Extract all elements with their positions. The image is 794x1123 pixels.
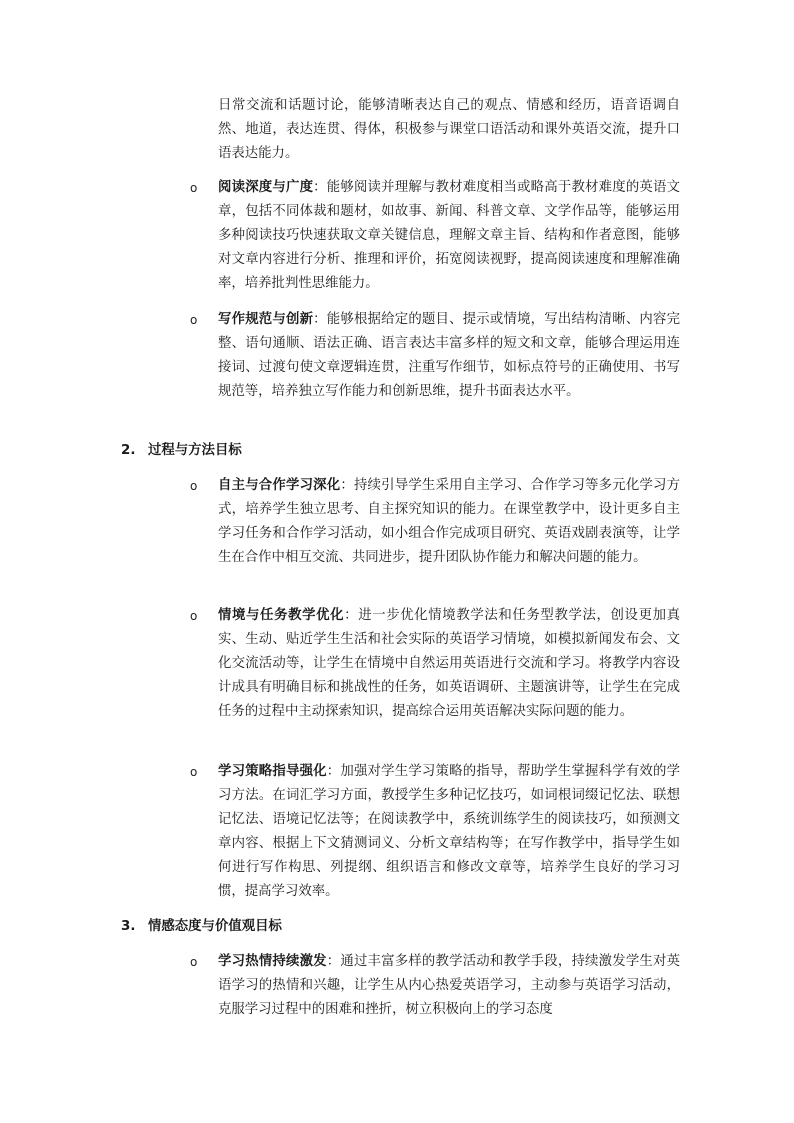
section-title: 情感态度与价值观目标	[148, 919, 282, 934]
item-term: 学习策略指导强化	[218, 764, 327, 779]
item-term: 学习热情持续激发	[218, 954, 327, 969]
item-term: 阅读深度与广度	[218, 180, 314, 195]
section-number: 2.	[121, 443, 136, 458]
list-item-writing	[218, 308, 680, 404]
bullet-marker: o	[190, 479, 198, 493]
item-text: ：加强对学生学习策略的指导，帮助学生掌握科学有效的学习方法。在词汇学习方面，教授学生多种记忆技巧，如词根词缀记忆法、联想记忆法、语境记忆法等；在阅读教学中，系统训练学生的阅读技巧，如预测文章内容、根据上下文猜测词义、分析文章结构等；在写作教学中，指导学生如何进行写作构思、列提纲、组织语言和修改文章等，培养学生良好的学习习惯，提高学习效率。	[218, 764, 681, 899]
section-heading	[121, 439, 242, 463]
continuation-text: 日常交流和话题讨论，能够清晰表达自己的观点、情感和经历，语音语调自然、地道，表达连贯、得体，积极参与课堂口语活动和课外英语交流，提升口语表达能力。	[218, 98, 680, 161]
bullet-marker: o	[190, 313, 198, 327]
item-text: ：能够根据给定的题目、提示或情境，写出结构清晰、内容完整、语句通顺、语法正确、语言表达丰富多样的短文和文章，能够合理运用连接词、过渡句使文章逻辑连贯，注重写作细节，如标点符号的正确使用、书写规范等，培养独立写作能力和创新思维，提升书面表达水平。	[218, 312, 681, 399]
section-number: 3.	[121, 919, 136, 934]
item-term: 情境与任务教学优化	[218, 608, 345, 623]
bullet-marker: o	[190, 181, 198, 195]
list-item-reading	[218, 176, 680, 296]
item-text: ：进一步优化情境教学法和任务型教学法，创设更加真实、生动、贴近学生生活和社会实际的英语学习情境，如模拟新闻发布会、文化交流活动等，让学生在情境中自然运用英语进行交流和学习。将教学内容设计成具有明确目标和挑战性的任务，如英语调研、主题演讲等，让学生在完成任务的过程中主动探索知识，提高综合运用英语解决实际问题的能力。	[218, 608, 680, 719]
item-term: 自主与合作学习深化	[218, 478, 341, 493]
list-item-learning-passion	[218, 950, 680, 1022]
bullet-marker: o	[190, 955, 198, 969]
item-term: 写作规范与创新	[218, 312, 314, 327]
item-text: ：通过丰富多样的教学活动和教学手段，持续激发学生对英语学习的热情和兴趣，让学生从内心热爱英语学习，主动参与英语学习活动，克服学习过程中的困难和挫折，树立积极向上的学习态度	[218, 954, 681, 1017]
continuation-paragraph	[218, 94, 680, 166]
list-item-situational-teaching	[218, 604, 680, 724]
item-text: ：持续引导学生采用自主学习、合作学习等多元化学习方式，培养学生独立思考、自主探究知识的能力。在课堂教学中，设计更多自主学习任务和合作学习活动，如小组合作完成项目研究、英语戏剧表演等，让学生在合作中相互交流、共同进步，提升团队协作能力和解决问题的能力。	[218, 478, 681, 565]
bullet-marker: o	[190, 609, 198, 623]
bullet-marker: o	[190, 765, 198, 779]
list-item-autonomous-learning	[218, 474, 680, 570]
list-item-learning-strategy	[218, 760, 680, 904]
item-text: ：能够阅读并理解与教材难度相当或略高于教材难度的英语文章，包括不同体裁和题材，如故事、新闻、科普文章、文学作品等，能够运用多种阅读技巧快速获取文章关键信息，理解文章主旨、结构和作者意图，能够对文章内容进行分析、推理和评价，拓宽阅读视野，提高阅读速度和理解准确率，培养批判性思维能力。	[218, 180, 681, 291]
section-title: 过程与方法目标	[148, 443, 242, 458]
section-heading	[121, 915, 282, 939]
